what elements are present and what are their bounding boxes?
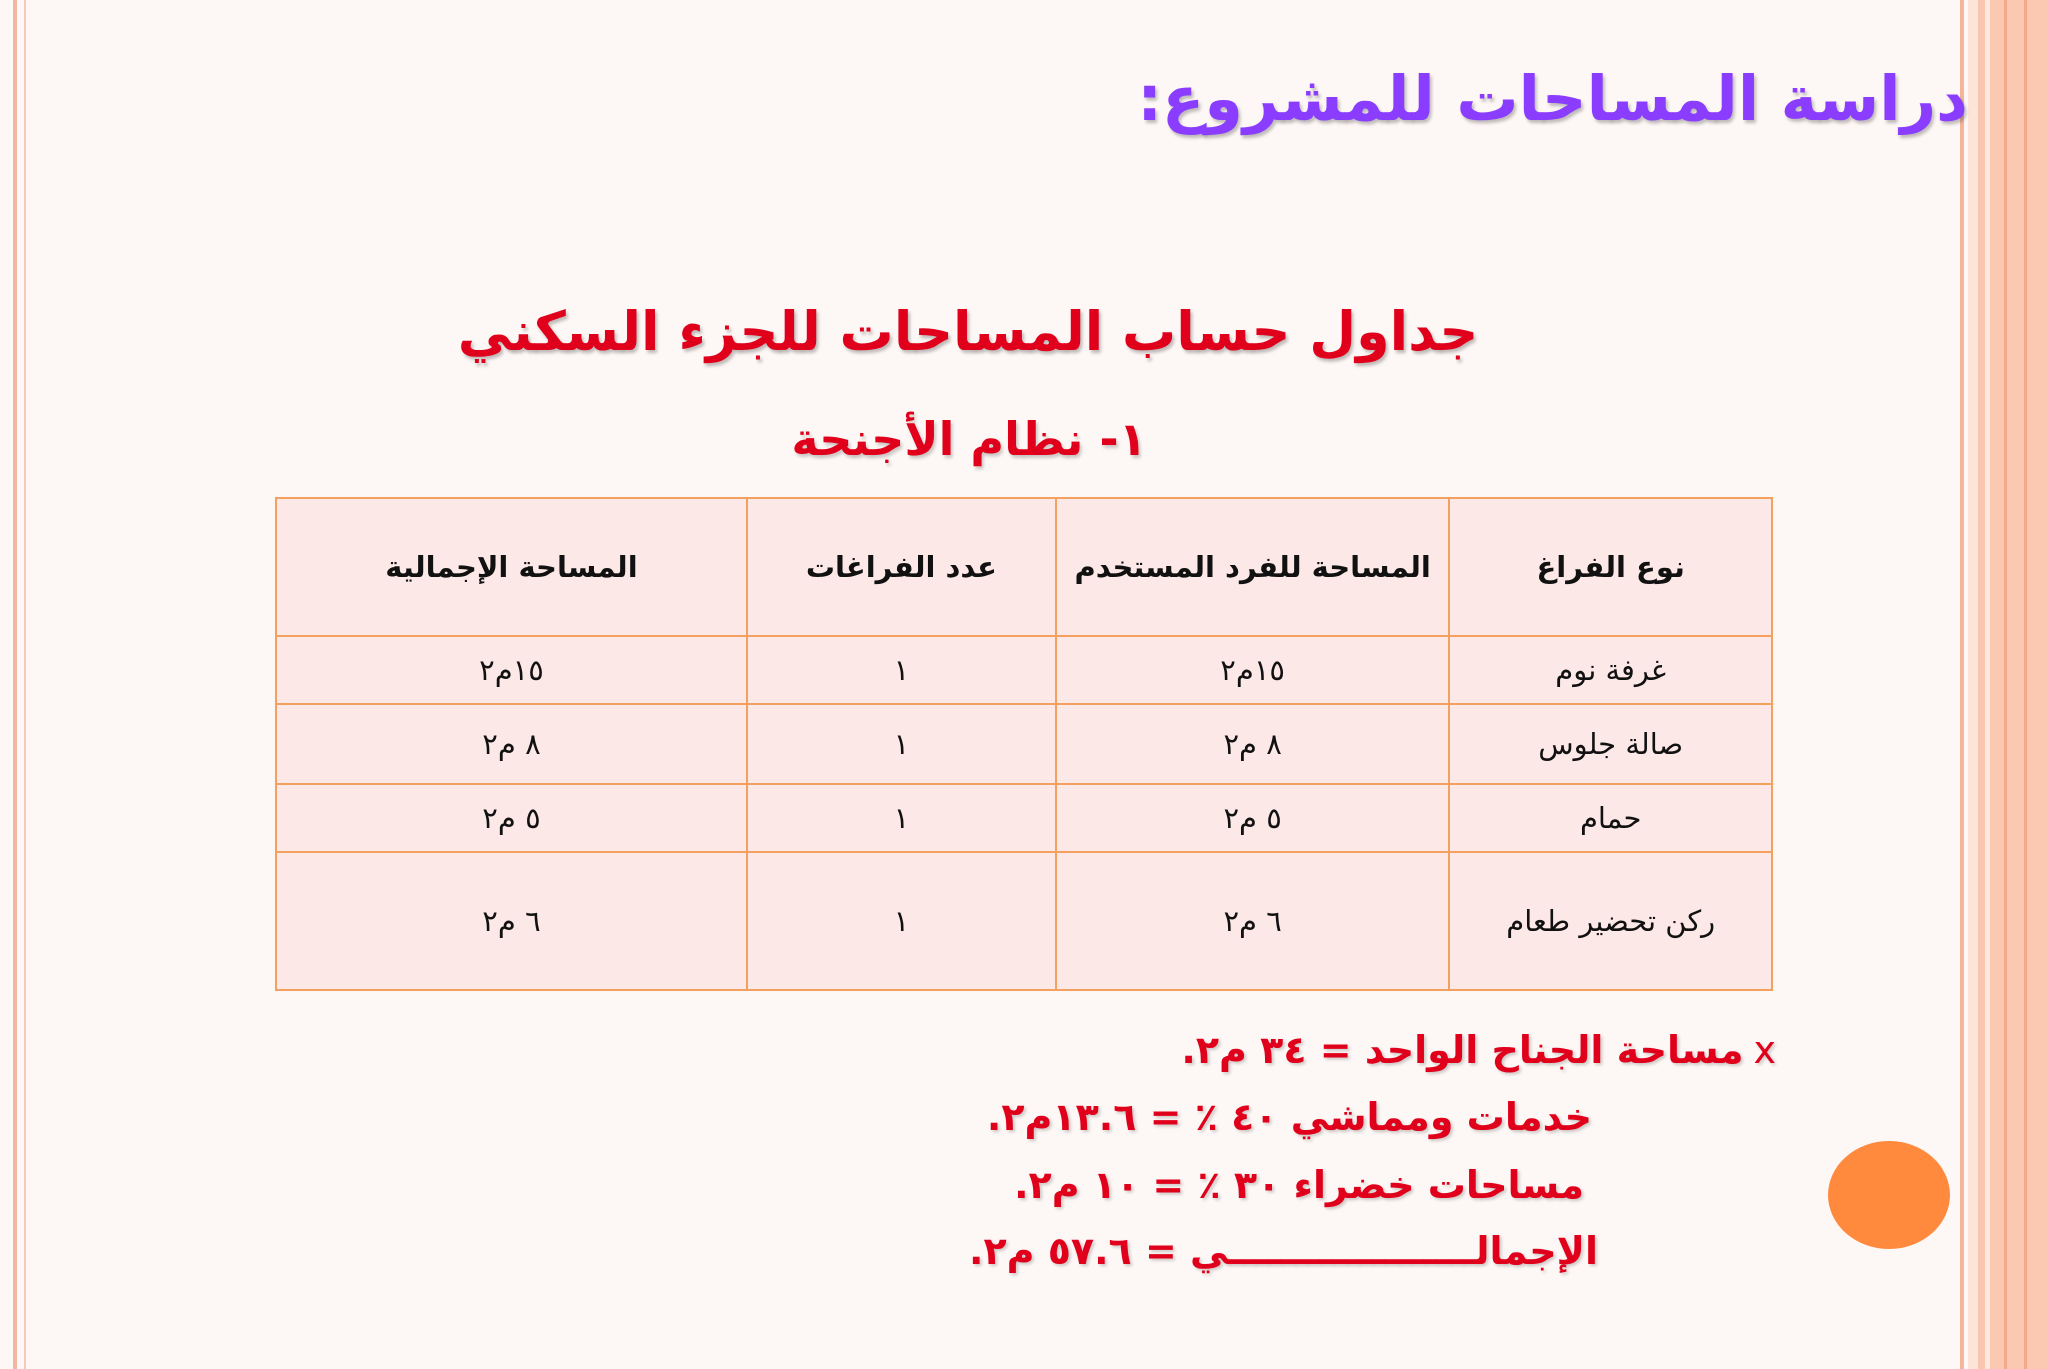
section-heading-text: ١- نظام الأجنحة	[791, 412, 1147, 466]
decorative-circle	[1828, 1141, 1950, 1249]
header-total-area: المساحة الإجمالية	[276, 498, 747, 636]
table-row	[276, 636, 1772, 704]
cell-area-per-user: ١٥م٢	[1056, 636, 1450, 704]
calc-suite-area	[1181, 1028, 1776, 1072]
right-border-stripe	[2024, 0, 2027, 1369]
header-space-count: عدد الفراغات	[747, 498, 1056, 636]
cell-area-per-user: ٨ م٢	[1056, 704, 1450, 784]
tables-heading-text: جداول حساب المساحات للجزء السكني	[457, 300, 1479, 363]
cell-space-count: ١	[747, 852, 1056, 990]
tables-heading	[0, 300, 2048, 363]
header-area-per-user: المساحة للفرد المستخدم	[1056, 498, 1450, 636]
calc-total: الإجمالـــــــــــــــــــي = ٥٧.٦ م٢.	[969, 1229, 1598, 1273]
cell-area-per-user: ٥ م٢	[1056, 784, 1450, 852]
cell-total-area: ٦ م٢	[276, 852, 747, 990]
page-title: دراسة المساحات للمشروع:	[1137, 62, 1968, 135]
cell-space-type: حمام	[1449, 784, 1772, 852]
right-border-stripe	[2004, 0, 2007, 1369]
right-border-band	[1978, 0, 1985, 1369]
table-header-row	[276, 498, 1772, 636]
calc-services-walkways: خدمات ومماشي ٤٠ ٪ = ١٣.٦م٢.	[986, 1095, 1592, 1139]
table-row	[276, 852, 1772, 990]
cell-total-area: ١٥م٢	[276, 636, 747, 704]
calc-green-areas: مساحات خضراء ٣٠ ٪ = ١٠ م٢.	[1014, 1163, 1584, 1207]
areas-table	[275, 497, 1773, 991]
left-border-line	[13, 0, 17, 1369]
cell-space-count: ١	[747, 636, 1056, 704]
cell-space-type: ركن تحضير طعام	[1449, 852, 1772, 990]
cell-space-type: غرفة نوم	[1449, 636, 1772, 704]
cell-total-area: ٨ م٢	[276, 704, 747, 784]
cell-space-count: ١	[747, 784, 1056, 852]
cell-total-area: ٥ م٢	[276, 784, 747, 852]
bullet-marker: x	[1753, 1028, 1776, 1072]
section-heading	[0, 412, 2048, 466]
right-border-band	[1968, 0, 1978, 1369]
table-row	[276, 784, 1772, 852]
left-border-line-inner	[24, 0, 26, 1369]
right-border-band	[1990, 0, 2048, 1369]
cell-space-type: صالة جلوس	[1449, 704, 1772, 784]
calc-suite-area-text: مساحة الجناح الواحد = ٣٤ م٢.	[1181, 1028, 1744, 1072]
right-border-band	[1960, 0, 1964, 1369]
cell-area-per-user: ٦ م٢	[1056, 852, 1450, 990]
cell-space-count: ١	[747, 704, 1056, 784]
header-space-type: نوع الفراغ	[1449, 498, 1772, 636]
table-row	[276, 704, 1772, 784]
